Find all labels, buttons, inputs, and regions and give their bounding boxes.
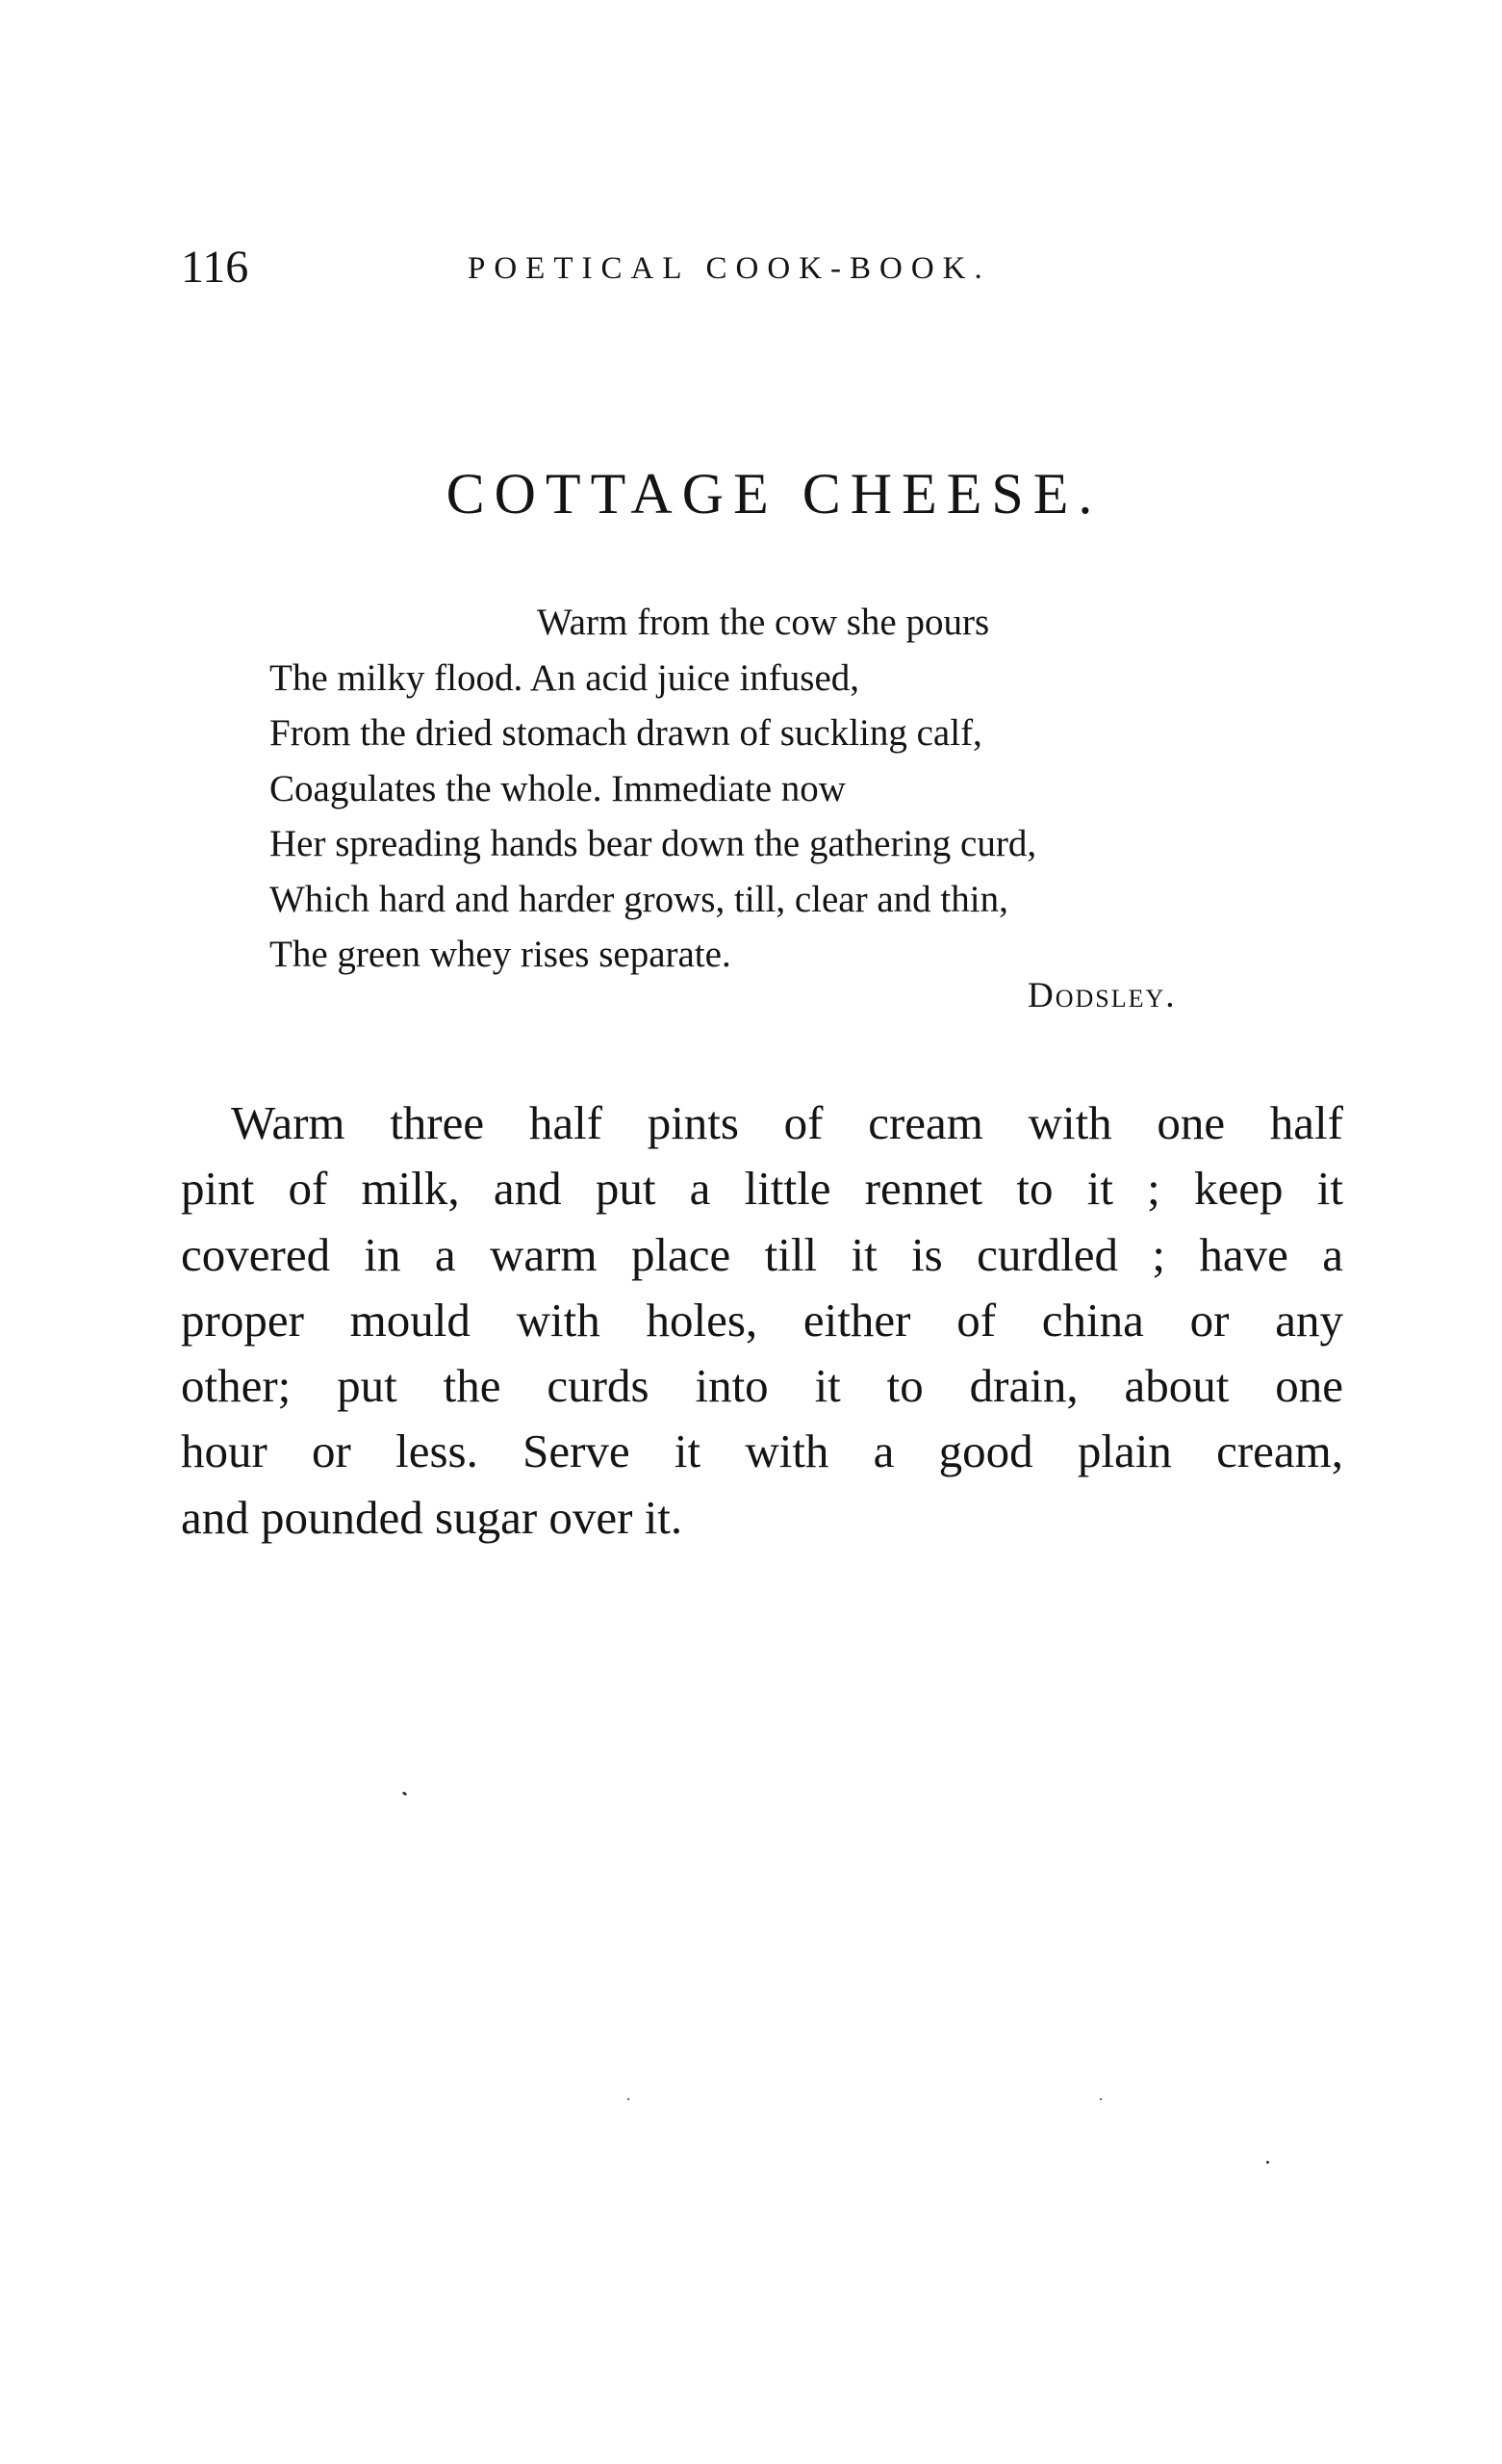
- body-line: covered in a warm place till it is curdled ; have a: [181, 1227, 1343, 1281]
- page-number: 116: [181, 242, 249, 293]
- running-head: [181, 239, 1143, 296]
- epigraph-line: From the dried stomach drawn of suckling calf,: [269, 712, 982, 754]
- book-title: POETICAL COOK-BOOK.: [468, 251, 991, 286]
- epigraph-poem: [269, 595, 1232, 983]
- epigraph-line: Her spreading hands bear down the gathering curd,: [269, 823, 1037, 864]
- epigraph-attribution: Dodsley.: [1028, 976, 1177, 1015]
- ink-speck: [627, 2098, 629, 2100]
- ink-speck: [402, 1791, 408, 1796]
- body-line: other; put the curds into it to drain, about one: [181, 1359, 1343, 1413]
- epigraph-line: Warm from the cow she pours: [537, 602, 990, 643]
- body-line: hour or less. Serve it with a good plain cream,: [181, 1424, 1343, 1478]
- epigraph-line: The milky flood. An acid juice infused,: [269, 656, 860, 699]
- body-line: proper mould with holes, either of china or any: [181, 1293, 1343, 1347]
- epigraph-line: Coagulates the whole. Immediate now: [269, 767, 846, 809]
- ink-speck: [1100, 2098, 1102, 2100]
- body-line: pint of milk, and put a little rennet to it ; keep it: [181, 1162, 1343, 1216]
- epigraph-line: The green whey rises separate.: [269, 934, 731, 975]
- body-line: Warm three half pints of cream with one half: [231, 1096, 1343, 1149]
- body-line: and pounded sugar over it.: [181, 1490, 683, 1544]
- recipe-title: COTTAGE CHEESE.: [446, 462, 1103, 526]
- recipe-body: [181, 1091, 1343, 1551]
- epigraph-line: Which hard and harder grows, till, clear and thin,: [269, 878, 1008, 920]
- ink-speck: [1266, 2161, 1269, 2164]
